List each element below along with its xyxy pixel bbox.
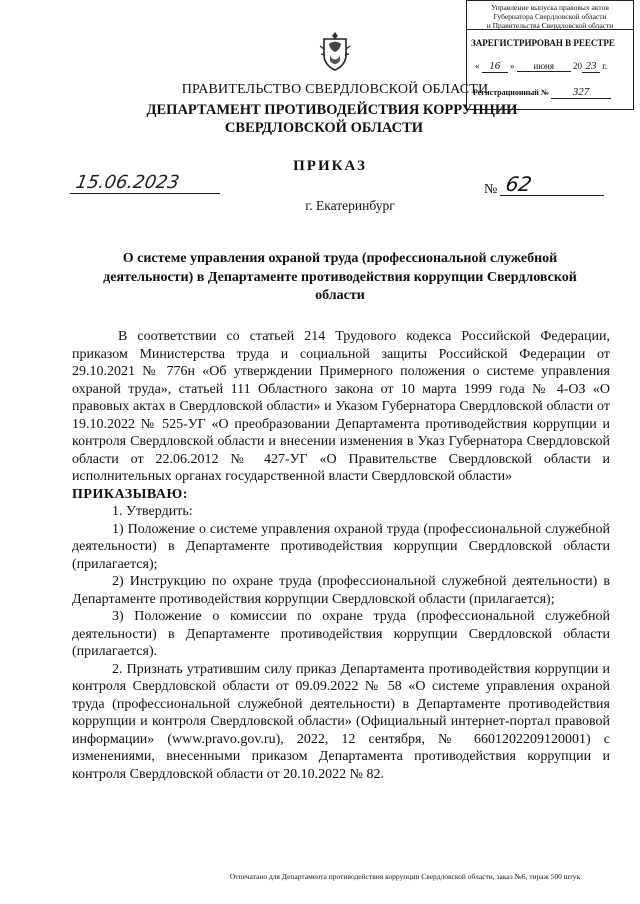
stamp-year-prefix: 20 <box>573 61 582 71</box>
stamp-reg-label: Регистрационный № <box>473 88 549 97</box>
stamp-header-line: Губернатора Свердловской области <box>493 12 607 21</box>
stamp-header-line: и Правительства Свердловской области <box>486 21 614 30</box>
item-1-1: 1) Положение о системе управления охраной труда (профессиональной служебной деятельности) в Департаменте противодействия коррупции Свердловской области (прилагается); <box>72 521 610 572</box>
document-subject: О системе управления охраной труда (профессиональной служебной деятельности) в Департаменте противодействия коррупции Свердловской области <box>103 251 577 304</box>
city: г. Екатеринбург <box>305 198 395 213</box>
document-body <box>72 328 610 783</box>
stamp-quote-open: « <box>475 61 480 71</box>
stamp-quote-close: » <box>510 61 515 71</box>
item-1-3: 3) Положение о комиссии по охране труда (профессиональной служебной деятельности) в Департаменте противодействия коррупции Свердловской области (прилагается). <box>72 609 610 659</box>
stamp-date <box>475 60 607 73</box>
item-1-2: 2) Инструкцию по охране труда (профессиональной служебной деятельности) в Департаменте противодействия коррупции Свердловской области (прилагается); <box>72 574 610 607</box>
government-title: ПРАВИТЕЛЬСТВО СВЕРДЛОВСКОЙ ОБЛАСТИ <box>181 82 489 97</box>
number-value: 62 <box>503 172 534 196</box>
stamp-header <box>466 0 634 30</box>
stamp-body <box>466 30 634 110</box>
stamp-header-line: Управление выпуска правовых актов <box>491 3 609 12</box>
stamp-day: 16 <box>482 60 508 73</box>
stamp-month: июня <box>517 61 571 72</box>
order-word: ПРИКАЗЫВАЮ: <box>72 486 188 502</box>
item-2: 2. Признать утратившим силу приказ Департамента противодействия коррупции и контроля Свердловской области от 09.09.2022 № 58 «О системе управления охраной труда (профессиональной служебной деятельности) в Департаменте противодействия коррупции и контроля Свердловской области» (Официальный интернет-портал правовой информации» (www.pravo.gov.ru), 2022, 12 сентября, № 6601202209120001) с изменениями, внесенными приказом Департамента противодействия коррупции и контроля Свердловской области от 20.10.2022 № 82. <box>72 661 610 782</box>
stamp-year-unit: г. <box>602 61 608 71</box>
preamble-paragraph: В соответствии со статьей 214 Трудового кодекса Российской Федерации, приказом Министерства труда и социальной защиты Российской Федерации от 29.10.2021 № 776н «Об утверждении Примерного положения о системе управления охраной труда», статьей 111 Областного закона от 10 марта 1999 года № 4-ОЗ «О правовых актах в Свердловской области» и Указом Губернатора Свердловской области от 19.10.2022 № 525-УГ «О преобразовании Департамента противодействия коррупции и контроля Свердловской области и внесении изменения в Указ Губернатора Свердловской области от 22.06.2012 № 427-УГ «О Правительстве Свердловской области и исполнительных органах государственной власти Свердловской области» <box>72 329 610 484</box>
department-title-line2: СВЕРДЛОВСКОЙ ОБЛАСТИ <box>224 120 424 136</box>
stamp-title: ЗАРЕГИСТРИРОВАН В РЕЕСТРЕ <box>471 38 615 48</box>
print-footer: Отпечатано для Департамента противодействия коррупции Свердловской области, заказ №6, тираж 500 штук <box>229 872 581 881</box>
number-label: № <box>484 182 498 197</box>
coat-of-arms-icon <box>318 30 352 72</box>
handwritten-date <box>66 168 220 200</box>
department-title-line1: ДЕПАРТАМЕНТ ПРОТИВОДЕЙСТВИЯ КОРРУПЦИИ <box>146 102 518 118</box>
date-value: 15.06.2023 <box>74 172 181 193</box>
stamp-year-suffix: 23 <box>582 60 600 73</box>
stamp-reg-number: 327 <box>551 86 611 99</box>
document-type: ПРИКАЗ <box>293 158 367 174</box>
item-1: 1. Утвердить: <box>112 504 193 519</box>
